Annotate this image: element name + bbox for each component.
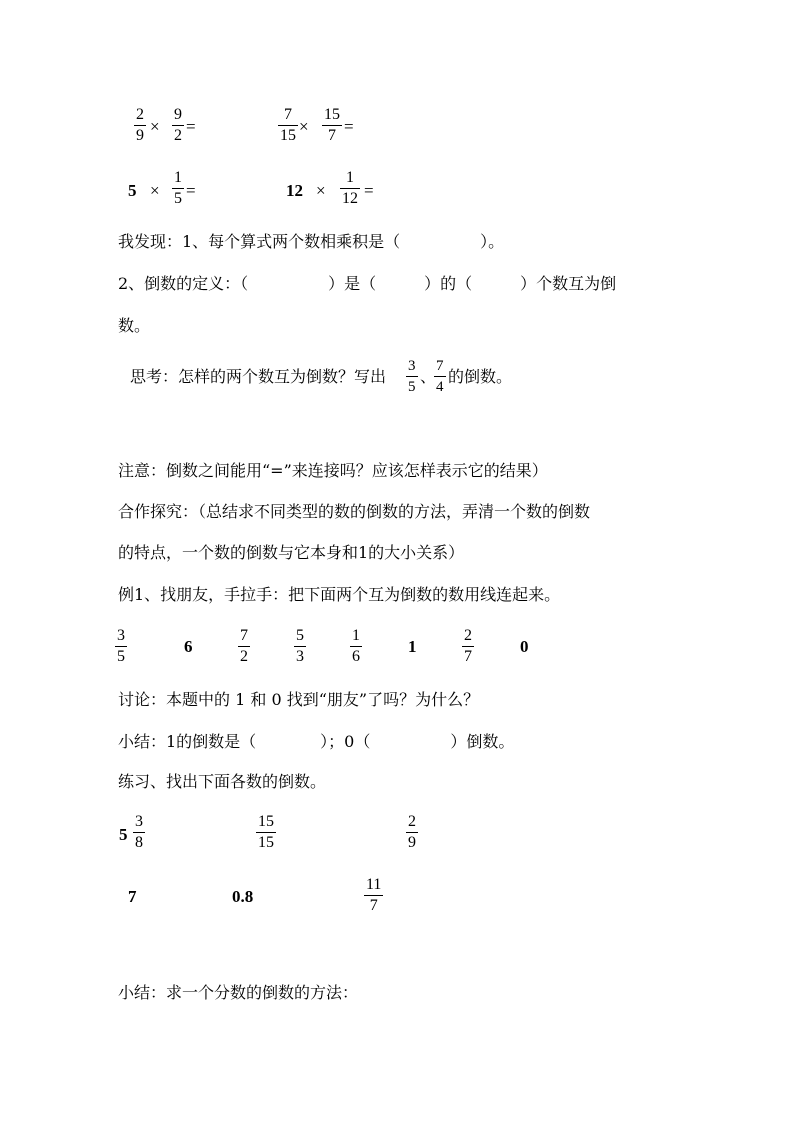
discussion-line: 讨论：本题中的 1 和 0 找到“朋友”了吗？为什么？ [118, 690, 480, 709]
example-fraction-7-2: 7 2 [240, 627, 248, 665]
example-number-0: 0 [520, 637, 529, 656]
discover-line: 我发现：1、每个算式两个数相乘积是（ ）。 [118, 232, 505, 251]
fraction-7-4: 7 4 [436, 358, 444, 395]
whole-number-12: 12 [286, 181, 303, 200]
equals-sign: = [186, 117, 196, 136]
times-sign: × [299, 117, 309, 136]
practice-number-7: 7 [128, 887, 137, 906]
fraction-1-12: 1 12 [342, 169, 358, 207]
fraction-9-2: 9 2 [174, 106, 182, 144]
equals-sign: = [186, 181, 196, 200]
equals-sign: = [364, 181, 374, 200]
definition-continuation: 数。 [118, 316, 151, 335]
equals-sign: = [344, 117, 354, 136]
example-fraction-5-3: 5 3 [296, 627, 304, 665]
example-fraction-2-7: 2 7 [464, 627, 472, 665]
fraction-3-5: 3 5 [408, 358, 416, 395]
example-number-1: 1 [408, 637, 417, 656]
definition-line: 2、倒数的定义：（ ）是（ ）的（ ）个数互为倒 [118, 274, 617, 293]
practice-fraction-11-7: 11 7 [366, 876, 382, 914]
times-sign: × [150, 181, 160, 200]
times-sign: × [316, 181, 326, 200]
summary-2-line: 小结：求一个分数的倒数的方法： [118, 983, 359, 1002]
example-fraction-1-6: 1 6 [352, 627, 360, 665]
practice-mixed-whole: 5 [119, 825, 128, 844]
fraction-7-15: 7 15 [280, 106, 296, 144]
think-separator: 、 [420, 367, 437, 386]
cooperation-line-2: 的特点，一个数的倒数与它本身和1的大小关系） [118, 543, 465, 562]
practice-decimal-0-8: 0.8 [232, 887, 254, 906]
fraction-2-9: 2 9 [136, 106, 144, 144]
summary-1-line: 小结：1的倒数是（ ）；0（ ）倒数。 [118, 732, 515, 751]
example-number-6: 6 [184, 637, 193, 656]
fraction-1-5: 1 5 [174, 169, 182, 207]
practice-fraction-2-9: 2 9 [408, 813, 416, 851]
practice-mixed-fraction-3-8: 3 8 [135, 813, 143, 851]
times-sign: × [150, 117, 160, 136]
example-fraction-3-5: 3 5 [117, 627, 125, 665]
think-prefix: 思考：怎样的两个数互为倒数？写出 [130, 367, 387, 386]
cooperation-line-1: 合作探究：（总结求不同类型的数的倒数的方法，弄清一个数的倒数 [118, 502, 591, 521]
practice-fraction-15-15: 15 15 [258, 813, 274, 851]
note-line: 注意：倒数之间能用“=”来连接吗？应该怎样表示它的结果） [118, 461, 548, 480]
think-suffix: 的倒数。 [448, 367, 513, 386]
fraction-15-7: 15 7 [324, 106, 340, 144]
whole-number-5: 5 [128, 181, 137, 200]
practice-line: 练习、找出下面各数的倒数。 [118, 772, 327, 791]
example-1-line: 例1、找朋友，手拉手：把下面两个互为倒数的数用线连起来。 [118, 585, 561, 604]
